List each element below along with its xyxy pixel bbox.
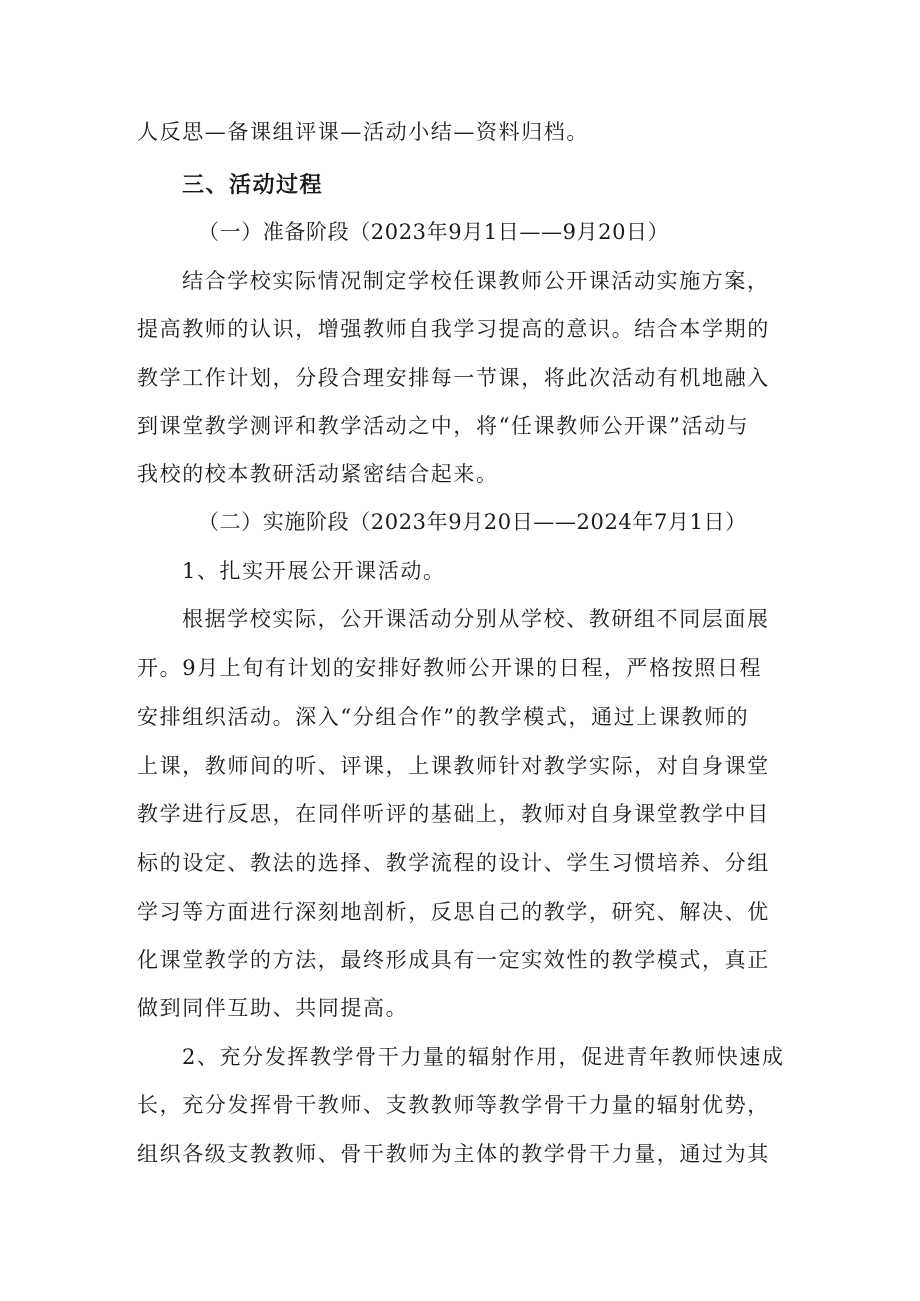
paragraph-line: 提高教师的认识，增强教师自我学习提高的意识。结合本学期的 <box>137 317 770 341</box>
paragraph-line: 我校的校本教研活动紧密结合起来。 <box>137 462 499 486</box>
paragraph-line: 根据学校实际，公开课活动分别从学校、教研组不同层面展 <box>182 607 770 631</box>
section-heading: 三、活动过程 <box>182 173 324 198</box>
paragraph-line: 开。9月上旬有计划的安排好教师公开课的日程，严格按照日程 <box>137 656 763 680</box>
paragraph-line: 教学工作计划，分段合理安排每一节课，将此次活动有机地融入 <box>137 366 770 390</box>
paragraph-line: 安排组织活动。深入“分组合作”的教学模式，通过上课教师的 <box>137 705 750 729</box>
paragraph-line: 组织各级支教教师、骨干教师为主体的教学骨干力量，通过为其 <box>137 1142 770 1166</box>
paragraph-line: 化课堂教学的方法，最终形成具有一定实效性的教学模式，真正 <box>137 948 770 972</box>
paragraph-line: 学习等方面进行深刻地剖析，反思自己的教学，研究、解决、优 <box>137 900 770 924</box>
paragraph-line: 长，充分发挥骨干教师、支教教师等教学骨干力量的辐射优势， <box>137 1093 770 1117</box>
paragraph-line: 2、充分发挥教学骨干力量的辐射作用，促进青年教师快速成 <box>182 1045 785 1069</box>
paragraph-line: 到课堂教学测评和教学活动之中，将“任课教师公开课”活动与 <box>137 414 750 438</box>
paragraph-line: 做到同伴互助、共同提高。 <box>137 996 409 1020</box>
subsection-heading-implementation: （二）实施阶段（2023年9月20日——2024年7月1日） <box>198 510 747 534</box>
list-item-heading: 1、扎实开展公开课活动。 <box>182 559 446 583</box>
paragraph-line: 结合学校实际情况制定学校任课教师公开课活动实施方案， <box>182 269 770 293</box>
paragraph-line: 上课，教师间的听、评课，上课教师针对教学实际，对自身课堂 <box>137 754 770 778</box>
paragraph-continuation-line: 人反思—备课组评课—活动小结—资料归档。 <box>137 120 589 144</box>
paragraph-line: 教学进行反思，在同伴听评的基础上，教师对自身课堂教学中目 <box>137 802 770 826</box>
subsection-heading-preparation: （一）准备阶段（2023年9月1日——9月20日） <box>198 220 670 244</box>
paragraph-line: 标的设定、教法的选择、教学流程的设计、学生习惯培养、分组 <box>137 851 770 875</box>
